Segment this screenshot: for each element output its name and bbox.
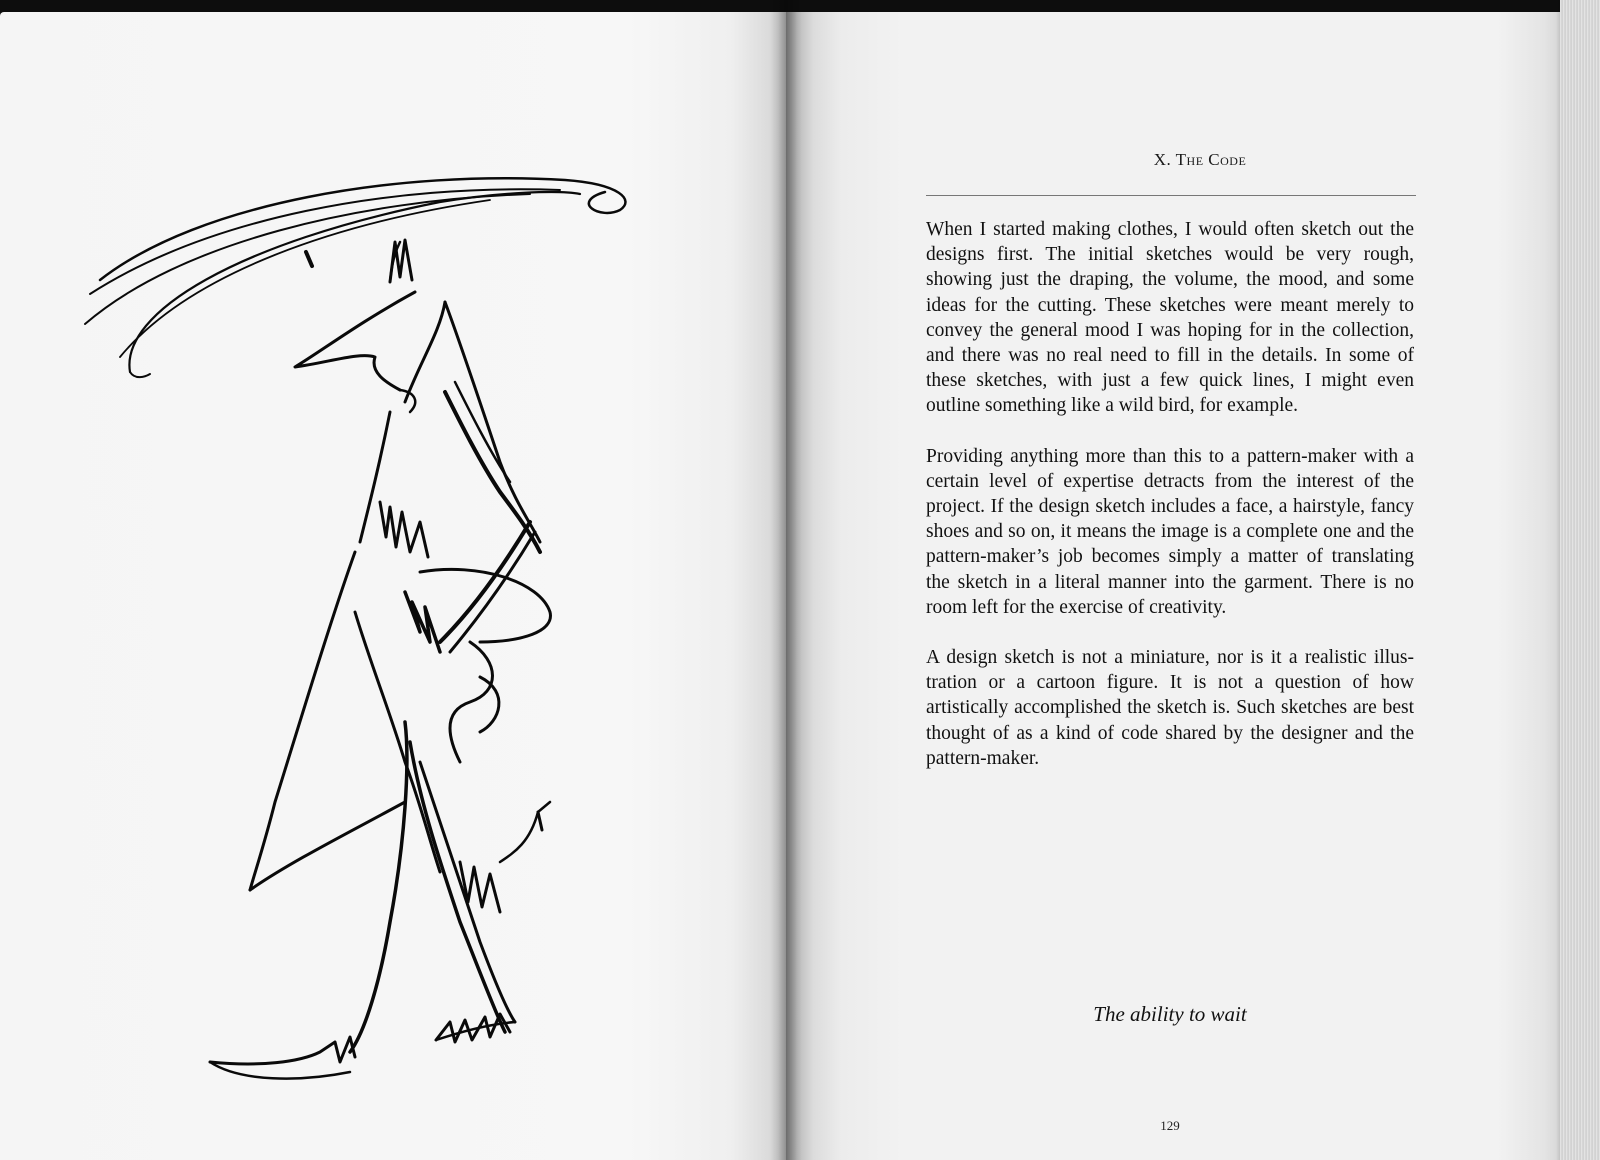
page-edges bbox=[1560, 0, 1600, 1160]
header-rule bbox=[926, 195, 1416, 196]
fashion-sketch-icon bbox=[60, 162, 660, 1122]
paragraph-2: Providing anything more than this to a pattern-maker with a certain level of expertise detracts from the interest of the project. If the design sketch includes a face, a hairstyle, fancy shoes and so on, it means the image is a complete one and the pattern-maker’s job becomes simply a matter of translating the sketch in a literal manner into the garment. There is no room left for the exercise of creativity. bbox=[926, 445, 1414, 618]
page-number: 129 bbox=[1160, 1118, 1180, 1133]
paragraph-1: When I started making clothes, I would often sketch out the designs first. The initial sketches would be very rough, showing just the draping, the volume, the mood, and some ideas for the cutting. These sketches were meant merely to convey the general mood I was hoping for in the collection, and there was no real need to fill in the details. In some of these sketches, with just a few quick lines, I might even outline something like a wild bird, for example. bbox=[926, 219, 1414, 417]
running-head: X. The Code bbox=[1153, 150, 1247, 169]
body-text bbox=[926, 217, 1414, 796]
sketch-caption: The ability to wait bbox=[1093, 1002, 1247, 1026]
scan-top-edge bbox=[0, 0, 1600, 12]
left-page bbox=[0, 12, 786, 1160]
paragraph-3: A design sketch is not a miniature, nor is it a realistic illustration or a cartoon figure. It is not a question of how artistically accomplished the sketch is. Such sketches are best thought of as a kind of code shared by the designer and the pattern-maker. bbox=[926, 647, 1414, 769]
